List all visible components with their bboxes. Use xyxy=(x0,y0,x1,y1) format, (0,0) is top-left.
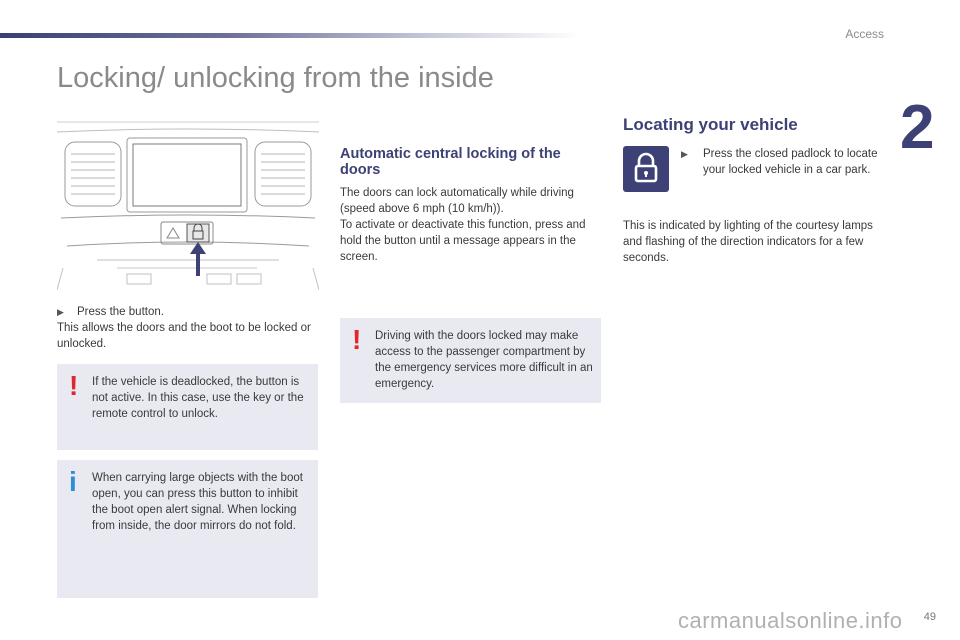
press-button-bullet xyxy=(57,304,319,320)
deadlock-warning-note xyxy=(57,364,318,450)
driving-warning-note xyxy=(340,318,601,403)
info-icon: i xyxy=(69,466,77,497)
page-number: 49 xyxy=(923,611,936,623)
auto-locking-para2: To activate or deactivate this function, press and hold the button until a message appears in the screen. xyxy=(340,219,586,263)
dashboard-illustration xyxy=(57,118,319,290)
locate-description: This is indicated by lighting of the courtesy lamps and flashing of the direction indicators for a few seconds. xyxy=(623,220,873,264)
auto-locking-para1: The doors can lock automatically while driving (speed above 6 mph (10 km/h)). xyxy=(340,187,574,215)
locate-bullet xyxy=(681,146,881,178)
column2-text xyxy=(340,185,602,265)
page-title: Locking/ unlocking from the inside xyxy=(57,62,494,94)
note-text: If the vehicle is deadlocked, the button is not active. In this case, use the key or the remote control to unlock. xyxy=(92,376,304,420)
watermark: carmanualsonline.info xyxy=(678,608,903,633)
note-text: When carrying large objects with the boot open, you can press this button to inhibit the boot open alert signal. When locking from inside, the door mirrors do not fold. xyxy=(92,472,303,532)
triangle-bullet-icon: ▶ xyxy=(57,307,64,317)
locating-heading: Locating your vehicle xyxy=(623,115,798,134)
bullet-text: Press the closed padlock to locate your locked vehicle in a car park. xyxy=(703,148,878,176)
column1-text xyxy=(57,304,319,352)
bullet-text: Press the button. xyxy=(77,306,164,318)
auto-locking-heading: Automatic central locking of the doors xyxy=(340,146,561,178)
triangle-bullet-icon: ▶ xyxy=(681,149,688,159)
lock-description: This allows the doors and the boot to be locked or unlocked. xyxy=(57,322,311,350)
exclamation-warning-icon: ! xyxy=(352,324,362,355)
note-text: Driving with the doors locked may make access to the passenger compartment by the emergency services more difficult in an emergency. xyxy=(375,330,593,390)
boot-info-note xyxy=(57,460,318,598)
exclamation-warning-icon: ! xyxy=(69,370,79,401)
chapter-number: 2 xyxy=(900,93,934,162)
padlock-icon xyxy=(623,146,669,192)
header-bar xyxy=(0,33,580,38)
section-name: Access xyxy=(845,27,884,41)
